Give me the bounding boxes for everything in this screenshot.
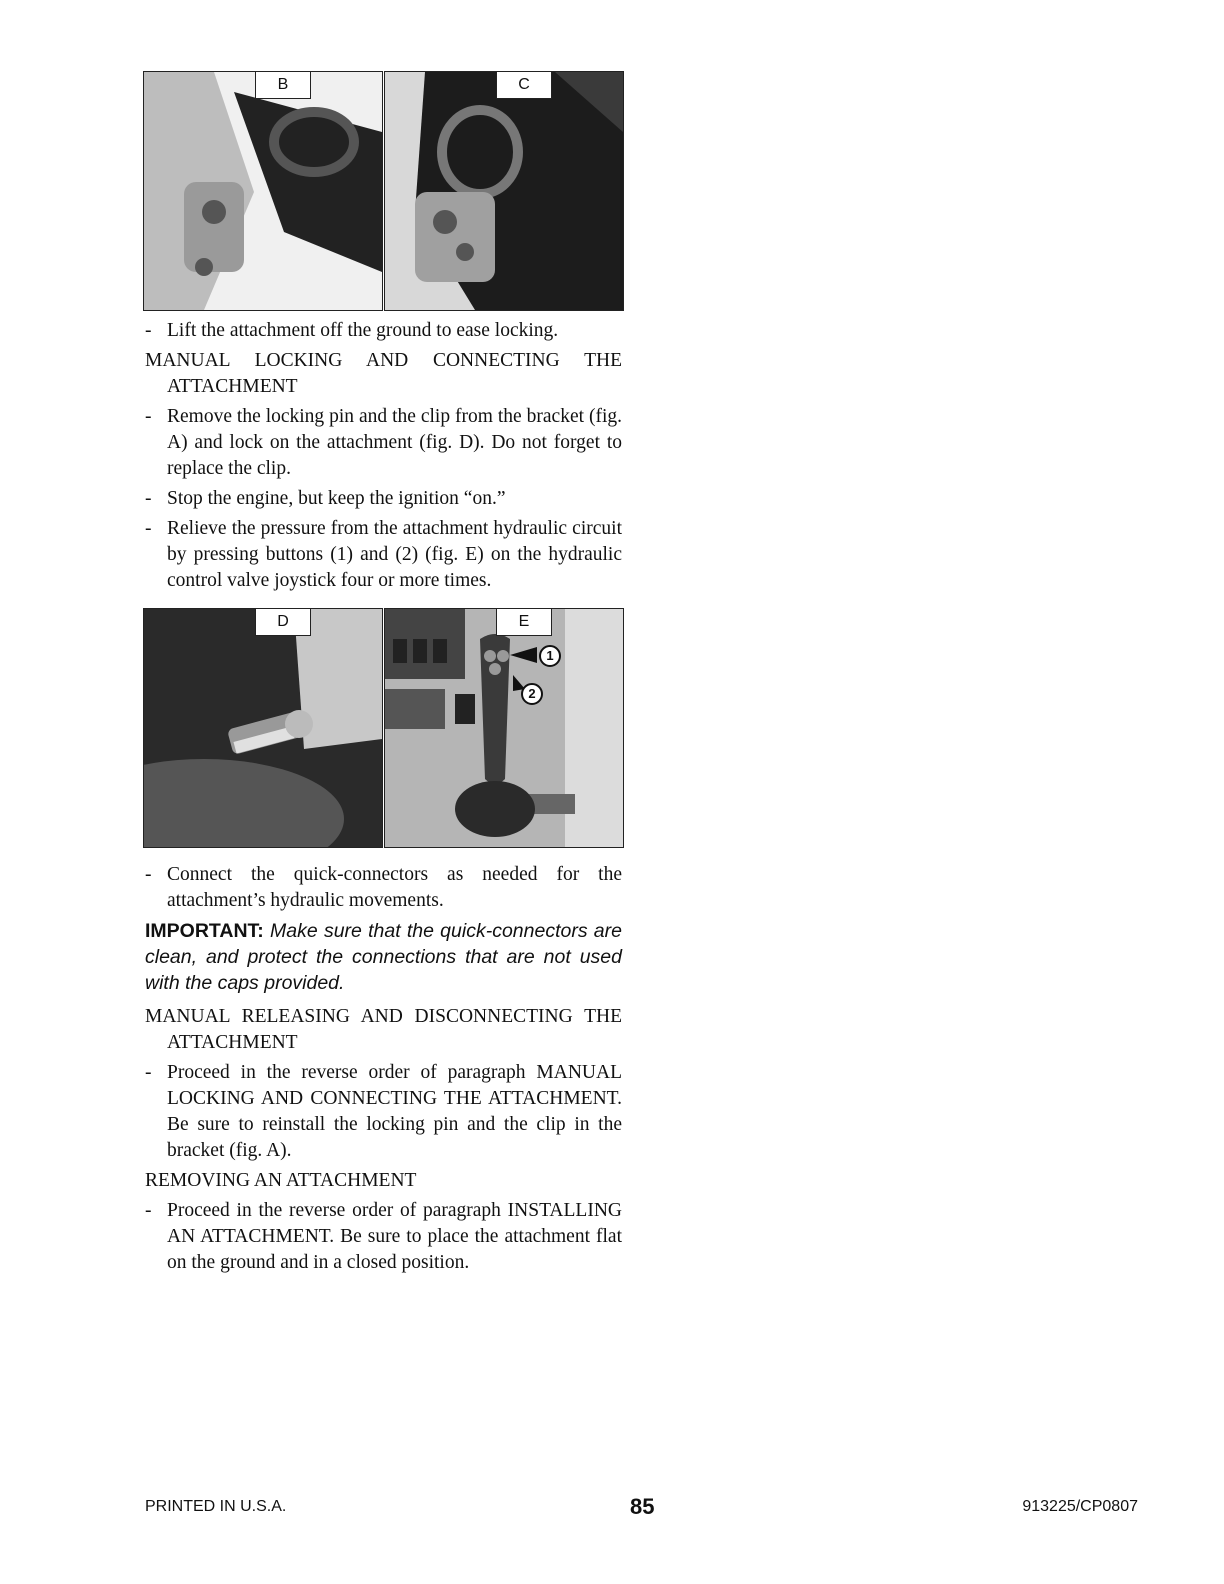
joystick-photo-e — [385, 609, 623, 847]
step-remove-locking-pin: - Remove the locking pin and the clip from the bracket (fig. A) and lock on the attachment (fig. D). Do not forget to replace the clip. — [145, 406, 622, 479]
step-connect-quick-connectors: - Connect the quick-connectors as needed for the attachment’s hydraulic movements. — [145, 864, 622, 911]
step-stop-engine: - Stop the engine, but keep the ignition “on.” — [145, 488, 506, 509]
figure-label-d: D — [255, 609, 311, 636]
upper-text-block — [145, 318, 622, 598]
footer-printed-in: PRINTED IN U.S.A. — [145, 1498, 287, 1515]
figure-b-photo — [143, 71, 383, 311]
section-heading-manual-releasing: MANUAL RELEASING AND DISCONNECTING THE ATTACHMENT — [145, 1006, 622, 1053]
lower-text-block — [145, 862, 622, 1280]
important-label: IMPORTANT: — [145, 920, 264, 942]
important-text: Make sure that the quick-connectors are clean, and protect the connections that are not used with the caps provided. — [145, 920, 622, 994]
step-relieve-pressure: - Relieve the pressure from the attachment hydraulic circuit by pressing buttons (1) and (2) (fig. E) on the hydraulic control valve joystick four or more times. — [145, 518, 622, 591]
section-heading-removing: REMOVING AN ATTACHMENT — [145, 1170, 417, 1191]
callout-1-badge: 1 — [539, 645, 561, 667]
section-heading-manual-locking: MANUAL LOCKING AND CONNECTING THE ATTACHMENT — [145, 350, 622, 397]
step-lift-attachment: - Lift the attachment off the ground to ease locking. — [145, 320, 559, 341]
figure-label-e: E — [496, 609, 552, 636]
step-reverse-locking: - Proceed in the reverse order of paragraph MANUAL LOCKING AND CONNECTING THE ATTACHMENT. Be sure to reinstall the locking pin and the clip in the bracket (fig. A). — [145, 1062, 622, 1161]
attachment-bracket-photo-c — [385, 72, 623, 310]
figure-label-b: B — [255, 72, 311, 99]
page-number: 85 — [630, 1494, 655, 1519]
important-note — [145, 918, 622, 996]
attachment-bracket-photo-b — [144, 72, 382, 310]
callout-2-badge: 2 — [521, 683, 543, 705]
figure-d-photo — [143, 608, 383, 848]
step-reverse-installing: - Proceed in the reverse order of paragraph INSTALLING AN ATTACHMENT. Be sure to place the attachment flat on the ground and in a closed position. — [145, 1200, 622, 1273]
figure-label-c: C — [496, 72, 552, 99]
locking-pin-photo-d — [144, 609, 382, 847]
figure-c-photo — [384, 71, 624, 311]
footer-doc-code: 913225/CP0807 — [1022, 1498, 1138, 1515]
figure-e-photo — [384, 608, 624, 848]
